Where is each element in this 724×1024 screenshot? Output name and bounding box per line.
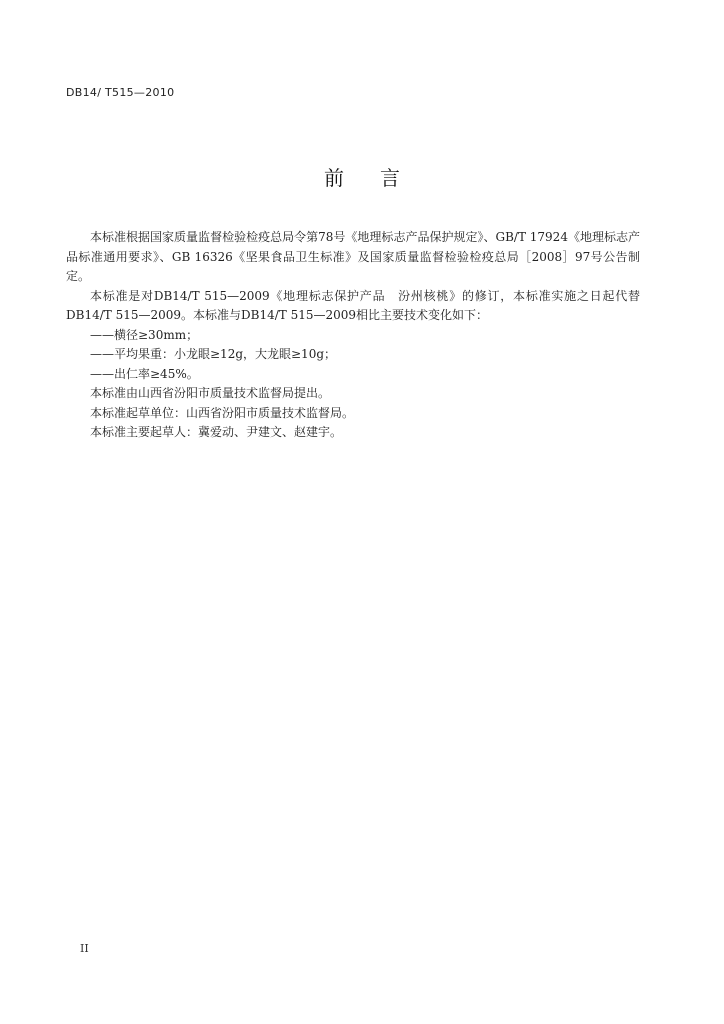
document-code: DB14/ T515—2010 — [66, 86, 175, 99]
title-char-1: 前 — [324, 166, 344, 190]
paragraph-drafters: 本标准主要起草人：冀爱动、尹建文、赵建宇。 — [90, 425, 343, 439]
page-number: II — [80, 942, 89, 955]
change-item-diameter: ——横径≥30mm； — [90, 327, 199, 342]
foreword-body — [66, 228, 640, 443]
title-char-2: 言 — [380, 166, 400, 190]
paragraph-proposer: 本标准由山西省汾阳市质量技术监督局提出。 — [90, 386, 331, 400]
change-item-weight: ——平均果重：小龙眼≥12g，大龙眼≥10g； — [90, 347, 337, 361]
paragraph-revision: 本标准是对DB14/T 515—2009《地理标志保护产品 汾州核桃》的修订，本标准实施之日起代替DB14/T 515—2009。本标准与DB14/T 515—2009相比主要技术变化如下： — [66, 288, 640, 322]
page-title — [0, 162, 724, 191]
change-item-kernel-rate: ——出仁率≥45%。 — [90, 366, 199, 381]
paragraph-drafting-unit: 本标准起草单位：山西省汾阳市质量技术监督局。 — [90, 405, 355, 420]
paragraph-basis: 本标准根据国家质量监督检验检疫总局令第78号《地理标志产品保护规定》、GB/T 17924《地理标志产品标准通用要求》、GB 16326《坚果食品卫生标准》及国家质量监督检验检疫总局［2008］97号公告制定。 — [66, 230, 640, 283]
